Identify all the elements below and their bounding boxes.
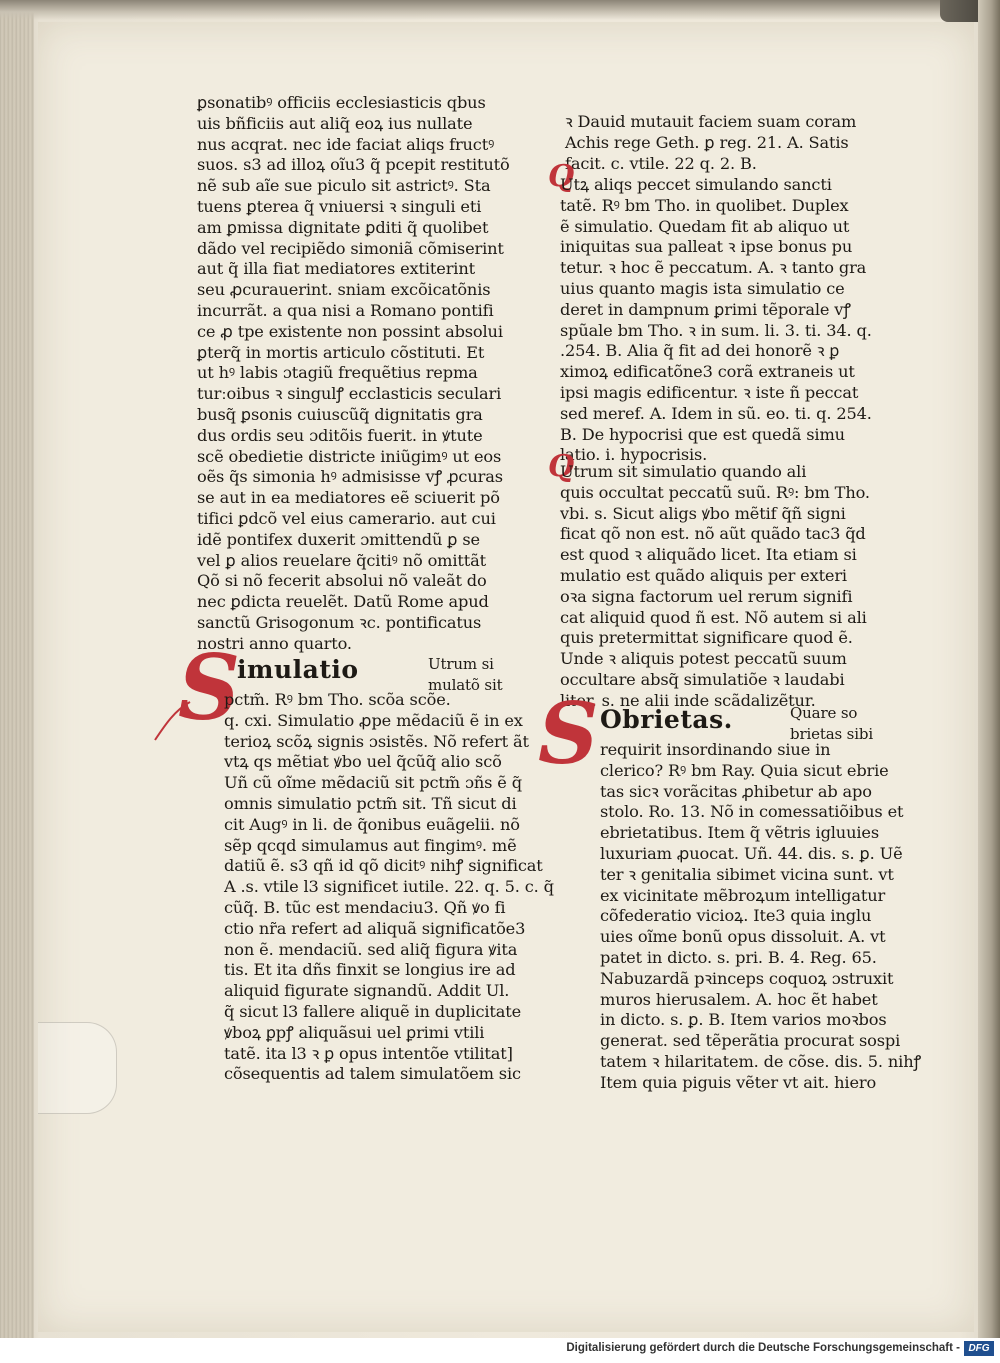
text-line: ipsi magis edificentur. ꝛ iste ñ peccat xyxy=(560,382,859,402)
text-line: dãdo vel recipiẽdo simoniã cõmiserint xyxy=(197,238,504,258)
text-line: ꝑsonatibꝰ officiis ecclesiasticis qbus xyxy=(197,93,486,112)
text-line: idẽ pontifex duxerit ɔmittendũ ꝑ se xyxy=(197,529,480,549)
text-line: ter ꝛ genitalia sibimet vicina sunt. vt xyxy=(600,864,894,884)
rubric-flourish xyxy=(150,700,200,745)
text-line: seu ꝓcurauerint. sniam excõicatõnis xyxy=(197,280,491,300)
text-line: tas sicꝛ vorãcitas ꝓhibetur ab apo xyxy=(600,781,872,801)
text-line: sanctũ Grisogonum ꝛc. pontificatus xyxy=(197,612,482,632)
text-line: pctm̃. Rꝰ bm Tho. scõa scõe. xyxy=(224,690,451,709)
heading-side-line: brietas sibi xyxy=(790,724,873,743)
text-line: sẽp qcqd simulamus aut fingimꝰ. mẽ xyxy=(224,835,517,855)
text-line: tifici ꝑdcõ vel eius camerario. aut cui xyxy=(197,508,496,528)
right-column-text-1 xyxy=(565,112,891,174)
left-heading-block xyxy=(237,655,359,684)
heading-side-line: mulatõ sit xyxy=(428,675,503,694)
text-line: ẽ simulatio. Quedam fit ab aliquo ut xyxy=(560,216,850,236)
text-line: uis bñficiis aut aliq̃ eoꝝ ius nullate xyxy=(197,113,473,133)
text-line: requirit insordinando siue in xyxy=(600,740,831,759)
text-line: q. cxi. Simulatio ꝓpe mẽdaciũ ẽ in ex xyxy=(224,710,523,730)
text-line: non ẽ. mendaciũ. sed aliq̃ figura ꝟita xyxy=(224,939,518,959)
text-line: quis pretermittat significare quod ẽ. xyxy=(560,628,853,648)
text-line: sed meref. A. Idem in sũ. eo. ti. q. 254. xyxy=(560,403,872,423)
text-line: quis occultat peccatũ suũ. Rꝰ: bm Tho. xyxy=(560,482,870,502)
text-line: turːoibus ꝛ singulꝭ ecclasticis seculari xyxy=(197,384,502,404)
text-line: vel ꝑ alios reuelare q̃citiꝰ nõ omittãt xyxy=(197,550,486,570)
text-line: dus ordis seu ɔditõis fuerit. in ꝟtute xyxy=(197,425,483,445)
text-line: ximoꝝ edificatõne3 corã extraneis ut xyxy=(560,362,855,382)
text-line: aliquid figurate signandũ. Addit Ul. xyxy=(224,981,510,1001)
funding-notice: Digitalisierung gefördert durch die Deutsche Forschungsgemeinschaft - xyxy=(566,1342,960,1354)
rubric-initial-q-1: Q xyxy=(548,159,575,194)
text-line: Utrum sit simulatio quando ali xyxy=(560,462,807,481)
text-line: Uñ cũ oĩme mẽdaciũ sit pctm̃ ɔñs ẽ q̃ xyxy=(224,773,522,793)
text-line: deret in dampnum ꝑrimi tẽporale vꝭ xyxy=(560,299,851,319)
text-line: ut hꝰ labis ɔtagiũ frequẽtius repma xyxy=(197,363,478,383)
text-line: clerico? Rꝰ bm Ray. Quia sicut ebrie xyxy=(600,760,889,780)
rubric-initial-s-sobrietas: S xyxy=(538,684,599,783)
text-line: ꝑterq̃ in mortis articulo cõstituti. Et xyxy=(197,342,485,362)
book-edge-left xyxy=(0,0,34,1338)
rubric-initial-s-simulatio: S xyxy=(178,634,241,741)
dfg-logo: DFG xyxy=(964,1341,994,1356)
text-line: ctio nr̃a refert ad aliquã significatõe3 xyxy=(224,918,526,938)
text-line: cõfederatio vicioꝝ. Ite3 quia inglu xyxy=(600,906,872,926)
text-line: muros hierusalem. A. hoc ẽt habet xyxy=(600,989,878,1009)
text-line: occultare absq̃ simulatiõe ꝛ laudabi xyxy=(560,669,845,689)
text-line: ebrietatibus. Item q̃ vẽtris igluuies xyxy=(600,823,879,843)
heading-side-line: Quare so xyxy=(790,704,858,722)
rubric-initial-q-2: Q xyxy=(548,449,575,484)
text-line: tetur. ꝛ hoc ẽ peccatum. A. ꝛ tanto gra xyxy=(560,258,867,278)
text-line: omnis simulatio pctm̃ sit. Tñ sicut di xyxy=(224,793,517,813)
right-column-text-2 xyxy=(600,740,926,1094)
text-line: generat. sed tẽperãtia procurat sospi xyxy=(600,1031,901,1051)
text-line: Achis rege Geth. ꝑ reg. 21. A. Satis xyxy=(565,132,849,152)
text-line: nec ꝑdicta reuelẽt. Datũ Rome apud xyxy=(197,592,489,612)
text-line: ex vicinitate mẽbroꝝum intelligatur xyxy=(600,885,886,905)
heading-side-line: Utrum si xyxy=(428,655,494,673)
heading-sobrietas: Obrietas. xyxy=(600,705,733,734)
text-line: oẽs q̃s simonia hꝰ admisisse vꝭ ꝓcuras xyxy=(197,467,503,487)
text-line: nostri anno quarto. xyxy=(197,633,352,653)
text-line: ce ꝓ tpe existente non possint absolui xyxy=(197,321,503,341)
text-line: vbi. s. Sicut aligs ꝟbo mẽtif q̃ñ signi xyxy=(560,503,846,523)
text-line: scẽ obedietie districte iniũgimꝰ ut eos xyxy=(197,446,502,466)
text-line: nus acqrat. nec ide faciat aliqs fructꝰ xyxy=(197,134,495,154)
text-line: latio. i. hypocrisis. xyxy=(560,445,708,465)
text-line: ꝛ Dauid mutauit faciem suam coram xyxy=(565,112,857,131)
text-line: A .s. vtile l3 significet iutile. 22. q. 5. c. q̃ xyxy=(224,877,554,897)
text-line: tis. Et ita dñs finxit se longius ire ad xyxy=(224,960,516,980)
text-line: tatem ꝛ hilaritatem. de cõse. dis. 5. nihꝭ xyxy=(600,1051,921,1071)
top-shadow xyxy=(0,0,1000,20)
text-line: liter. s. ne alii inde scãdalizẽtur. xyxy=(560,690,816,710)
left-column-text-2 xyxy=(224,690,554,1085)
text-line: spũale bm Tho. ꝛ in sum. li. 3. ti. 34. q. xyxy=(560,320,872,340)
text-line: ꝟboꝝ ꝑpꝭ aliquãsui uel ꝑrimi vtili xyxy=(224,1022,485,1042)
text-line: ficat qõ non est. nõ aũt quãdo tac3 q̃d xyxy=(560,524,866,544)
text-line: busq̃ ꝑsonis cuiuscũq̃ dignitatis gra xyxy=(197,404,483,424)
right-paragraph-1 xyxy=(560,175,886,466)
text-line: uius quanto magis ista simulatio ce xyxy=(560,278,845,298)
text-line: se aut in ea mediatores eẽ sciuerit põ xyxy=(197,488,500,508)
text-line: nẽ sub aĩe sue piculo sit astrictꝰ. Sta xyxy=(197,176,491,196)
left-column-text xyxy=(197,93,517,655)
text-line: facit. c. vtile. 22 q. 2. B. xyxy=(565,153,757,173)
text-line: iniquitas sua palleat ꝛ ipse bonus pu xyxy=(560,237,853,257)
text-line: incurrãt. a qua nisi a Romano pontifi xyxy=(197,300,494,320)
text-line: terioꝝ scõꝝ signis ɔsistẽs. Nõ refert ãt xyxy=(224,731,529,751)
page-tab-overlay xyxy=(38,1022,117,1114)
text-line: Utꝝ aliqs peccet simulando sancti xyxy=(560,175,832,194)
text-line: tatẽ. ita l3 ꝛ ꝑ opus intentõe vtilitat] xyxy=(224,1043,513,1063)
text-line: vtꝝ qs mẽtiat ꝟbo uel q̃cũq̃ alio scõ xyxy=(224,752,502,772)
text-line: Unde ꝛ aliquis potest peccatũ suum xyxy=(560,649,847,669)
text-line: datiũ ẽ. s3 qñ id qõ dicitꝰ nihꝭ significat xyxy=(224,856,543,876)
text-line: tatẽ. Rꝰ bm Tho. in quolibet. Duplex xyxy=(560,195,849,215)
text-line: am ꝑmissa dignitate ꝑditi q̃ quolibet xyxy=(197,217,489,237)
text-line: cat aliquid quod ñ est. Nõ autem si ali xyxy=(560,607,867,627)
right-heading-block xyxy=(600,705,733,734)
text-line: Qõ si nõ fecerit absolui nõ valeãt do xyxy=(197,571,487,591)
text-line: mulatio est quãdo aliquis per exteri xyxy=(560,565,847,585)
text-line: uies oĩme bonũ opus dissoluit. A. vt xyxy=(600,927,886,947)
text-line: cit Augꝰ in li. de q̃onibus euãgelii. nõ xyxy=(224,814,520,834)
heading-simulatio: imulatio xyxy=(237,655,359,684)
text-line: tuens ꝑterea q̃ vniuersi ꝛ singuli eti xyxy=(197,196,482,216)
text-line: q̃ sicut l3 fallere aliquẽ in duplicitate xyxy=(224,1001,522,1021)
text-line: oꝛa signa factorum uel rerum signifi xyxy=(560,586,853,606)
book-edge-right xyxy=(978,0,1000,1338)
text-line: in dicto. s. ꝑ. B. Item varios moꝛbos xyxy=(600,1010,887,1030)
text-line: cõsequentis ad talem simulatõem sic xyxy=(224,1064,521,1084)
text-line: patet in dicto. s. pri. B. 4. Reg. 65. xyxy=(600,947,877,967)
text-line: Nabuzardã pꝛinceps coquoꝝ ɔstruxit xyxy=(600,968,894,988)
text-line: est quod ꝛ aliquãdo licet. Ita etiam si xyxy=(560,545,857,565)
text-line: Item quia piguis vẽter vt ait. hiero xyxy=(600,1072,877,1092)
right-paragraph-2 xyxy=(560,462,886,712)
text-line: aut q̃ illa fiat mediatores extiterint xyxy=(197,259,475,279)
text-line: luxuriam ꝓuocat. Uñ. 44. dis. s. ꝑ. Uẽ xyxy=(600,843,903,863)
text-line: suos. s3 ad illoꝝ oĩu3 q̃ pcepit restitutõ xyxy=(197,155,510,175)
text-line: B. De hypocrisi que est quedã simu xyxy=(560,424,845,444)
text-line: stolo. Ro. 13. Nõ in comessatiõibus et xyxy=(600,802,904,822)
text-line: .254. B. Alia q̃ fit ad dei honorẽ ꝛ ꝑ xyxy=(560,341,840,361)
text-line: cũq̃. B. tũc est mendaciu3. Qñ ꝟo fi xyxy=(224,897,506,917)
